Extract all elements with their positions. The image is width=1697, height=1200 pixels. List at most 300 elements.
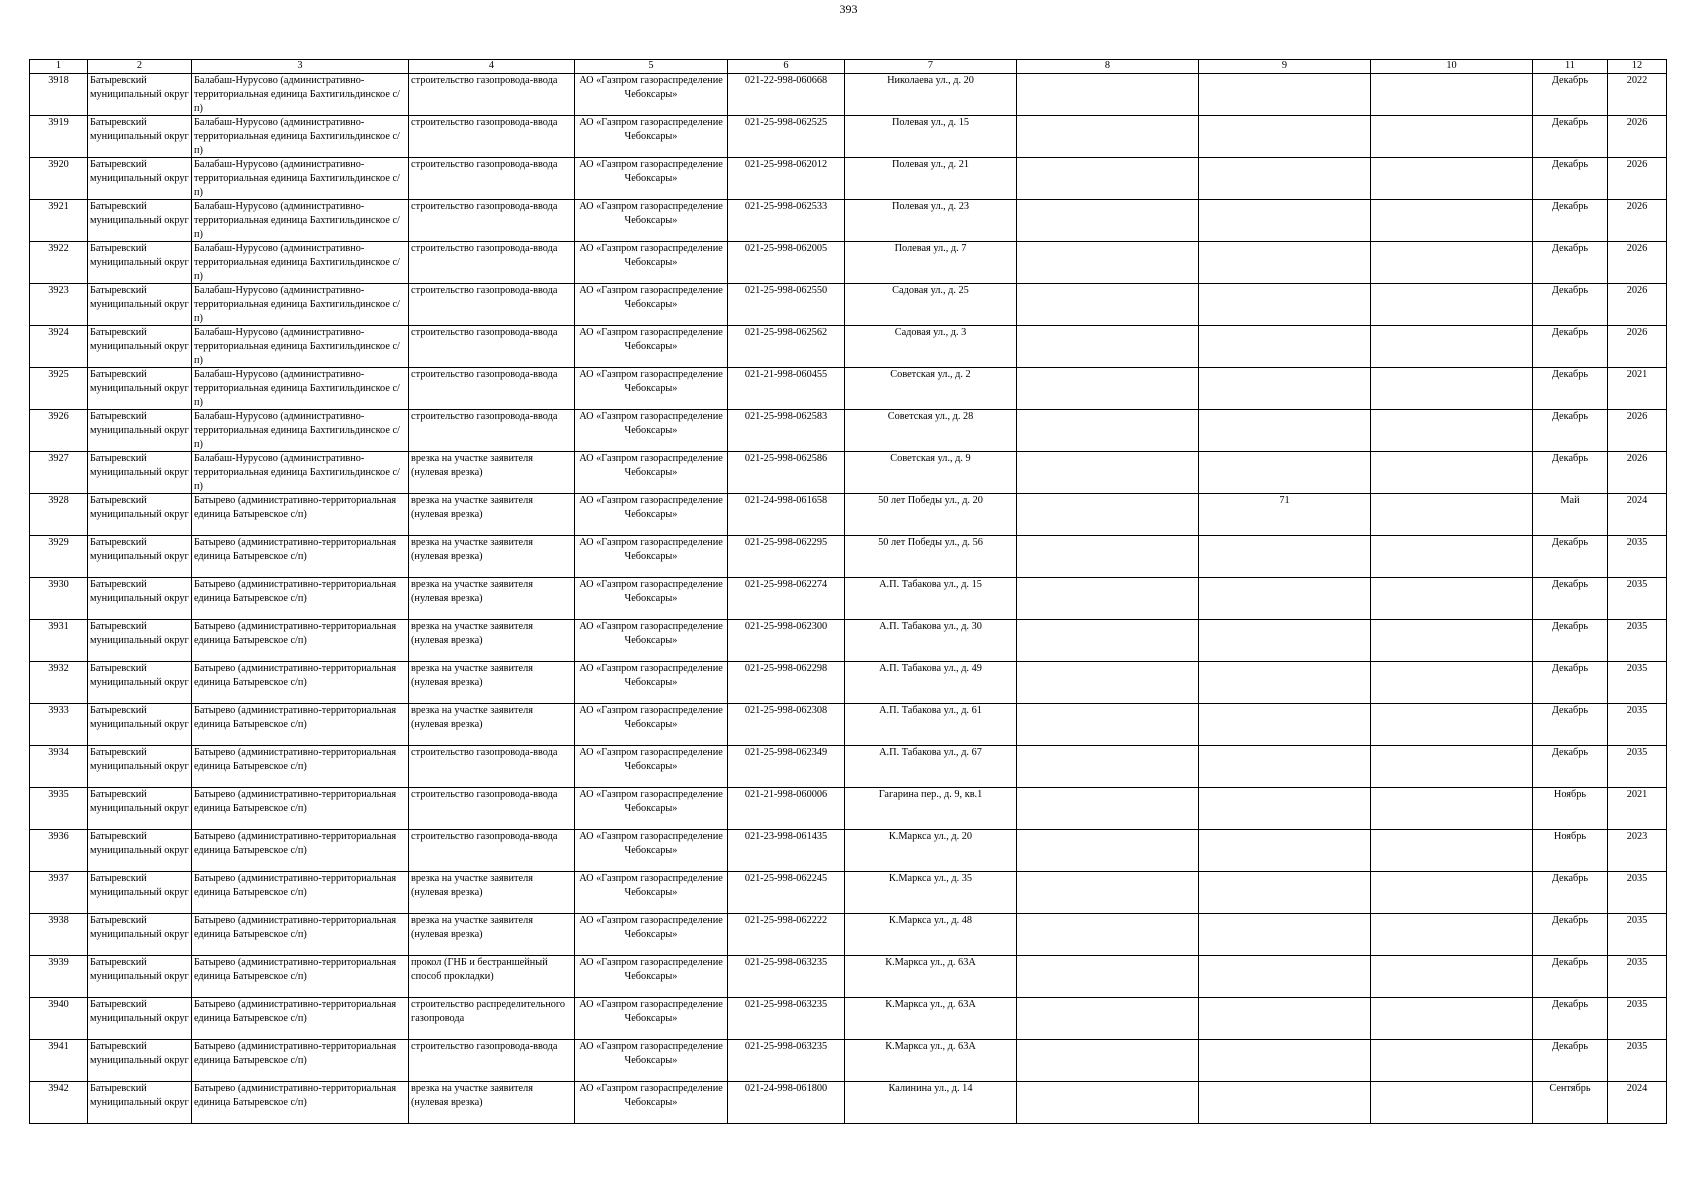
- cell-column-10: [1371, 494, 1533, 536]
- settlement-text: Батырево (административно-территориальная единица Батыревское с/п): [194, 579, 397, 604]
- month-text: Декабрь: [1551, 75, 1589, 86]
- cell-work-type: [409, 998, 575, 1040]
- cell-column-8: [1017, 956, 1199, 998]
- cell-column-9: [1199, 788, 1371, 830]
- column-9-text: [1201, 452, 1368, 493]
- work-type-text: врезка на участке заявителя (нулевая врезка): [411, 1083, 533, 1108]
- cell-column-9: [1199, 242, 1371, 284]
- cell-row-number: [30, 1040, 88, 1082]
- cell-row-number: [30, 158, 88, 200]
- cell-column-10: [1371, 536, 1533, 578]
- month-text: Ноябрь: [1553, 831, 1587, 842]
- cell-month: [1533, 410, 1608, 452]
- cell-work-type: [409, 956, 575, 998]
- column-9-text: [1201, 410, 1368, 451]
- column-10-text: [1373, 704, 1530, 745]
- row-number-text: 3941: [48, 1041, 69, 1052]
- settlement-text: Балабаш-Нурусово (административно-территориальная единица Бахтигильдинское с/п): [194, 369, 400, 408]
- cell-address: [845, 956, 1017, 998]
- application-number-text: 021-25-998-062308: [744, 705, 828, 716]
- column-header: 3: [192, 60, 409, 74]
- cell-year: [1608, 914, 1667, 956]
- column-8-text: [1019, 410, 1196, 451]
- cell-work-type: [409, 704, 575, 746]
- district-text: Батыревский муниципальный округ: [90, 1083, 189, 1108]
- column-8-text: [1019, 830, 1196, 871]
- column-9-text: [1201, 74, 1368, 115]
- settlement-text: Балабаш-Нурусово (административно-территориальная единица Бахтигильдинское с/п): [194, 117, 400, 156]
- cell-application-number: [728, 200, 845, 242]
- application-number-text: 021-25-998-062274: [744, 579, 828, 590]
- cell-month: [1533, 746, 1608, 788]
- address-text: Садовая ул., д. 3: [894, 327, 967, 338]
- cell-year: [1608, 200, 1667, 242]
- cell-address: [845, 284, 1017, 326]
- cell-district: [88, 704, 192, 746]
- organization-text: АО «Газпром газораспределение Чебоксары»: [579, 915, 723, 940]
- month-text: Декабрь: [1551, 411, 1589, 422]
- header-row: [30, 60, 1667, 74]
- cell-application-number: [728, 326, 845, 368]
- cell-column-8: [1017, 452, 1199, 494]
- cell-month: [1533, 1040, 1608, 1082]
- cell-row-number: [30, 326, 88, 368]
- cell-row-number: [30, 662, 88, 704]
- cell-column-9: [1199, 1040, 1371, 1082]
- cell-settlement: [192, 872, 409, 914]
- application-number-text: 021-25-998-063235: [744, 999, 828, 1010]
- column-10-text: [1373, 116, 1530, 157]
- cell-month: [1533, 326, 1608, 368]
- column-9-text: [1201, 620, 1368, 661]
- column-10-text: [1373, 158, 1530, 199]
- cell-address: [845, 1082, 1017, 1124]
- month-text: Ноябрь: [1553, 789, 1587, 800]
- month-text: Декабрь: [1551, 537, 1589, 548]
- cell-organization: [575, 284, 728, 326]
- application-number-text: 021-25-998-062562: [744, 327, 828, 338]
- cell-organization: [575, 704, 728, 746]
- cell-year: [1608, 872, 1667, 914]
- cell-column-9: [1199, 746, 1371, 788]
- district-text: Батыревский муниципальный округ: [90, 327, 189, 352]
- column-10-text: [1373, 662, 1530, 703]
- cell-district: [88, 788, 192, 830]
- cell-month: [1533, 242, 1608, 284]
- organization-text: АО «Газпром газораспределение Чебоксары»: [579, 453, 723, 478]
- work-type-text: строительство распределительного газопровода: [411, 999, 566, 1024]
- cell-application-number: [728, 662, 845, 704]
- row-number-text: 3919: [48, 117, 69, 128]
- cell-column-9: [1199, 116, 1371, 158]
- column-8-text: [1019, 1040, 1196, 1081]
- cell-settlement: [192, 1040, 409, 1082]
- cell-address: [845, 788, 1017, 830]
- cell-column-8: [1017, 662, 1199, 704]
- year-text: 2022: [1626, 75, 1648, 86]
- cell-settlement: [192, 662, 409, 704]
- column-header: 11: [1533, 60, 1608, 74]
- column-header: 2: [88, 60, 192, 74]
- column-10-text: [1373, 1082, 1530, 1123]
- column-10-text: [1373, 956, 1530, 997]
- table-row: [30, 998, 1667, 1040]
- settlement-text: Батырево (административно-территориальная единица Батыревское с/п): [194, 495, 397, 520]
- application-number-text: 021-25-998-062222: [744, 915, 828, 926]
- cell-column-8: [1017, 1040, 1199, 1082]
- district-text: Батыревский муниципальный округ: [90, 495, 189, 520]
- table-row: [30, 788, 1667, 830]
- row-number-text: 3922: [48, 243, 69, 254]
- cell-year: [1608, 788, 1667, 830]
- cell-column-8: [1017, 158, 1199, 200]
- cell-application-number: [728, 242, 845, 284]
- table-row: [30, 242, 1667, 284]
- cell-column-9: [1199, 704, 1371, 746]
- column-header: 8: [1017, 60, 1199, 74]
- cell-row-number: [30, 74, 88, 116]
- cell-application-number: [728, 452, 845, 494]
- cell-column-8: [1017, 200, 1199, 242]
- month-text: Декабрь: [1551, 621, 1589, 632]
- address-text: А.П. Табакова ул., д. 67: [879, 747, 982, 758]
- cell-address: [845, 998, 1017, 1040]
- cell-month: [1533, 872, 1608, 914]
- cell-settlement: [192, 74, 409, 116]
- cell-column-10: [1371, 662, 1533, 704]
- cell-organization: [575, 998, 728, 1040]
- address-text: 50 лет Победы ул., д. 56: [878, 537, 983, 548]
- cell-row-number: [30, 704, 88, 746]
- application-number-text: 021-25-998-062583: [744, 411, 828, 422]
- column-9-text: [1201, 998, 1368, 1039]
- cell-month: [1533, 956, 1608, 998]
- cell-settlement: [192, 452, 409, 494]
- cell-organization: [575, 830, 728, 872]
- register-table: [29, 59, 1667, 1124]
- cell-settlement: [192, 956, 409, 998]
- cell-row-number: [30, 200, 88, 242]
- table-row: [30, 914, 1667, 956]
- district-text: Батыревский муниципальный округ: [90, 663, 189, 688]
- cell-organization: [575, 326, 728, 368]
- cell-application-number: [728, 872, 845, 914]
- cell-year: [1608, 704, 1667, 746]
- district-text: Батыревский муниципальный округ: [90, 243, 189, 268]
- application-number-text: 021-25-998-062300: [744, 621, 828, 632]
- cell-organization: [575, 746, 728, 788]
- cell-work-type: [409, 578, 575, 620]
- cell-district: [88, 74, 192, 116]
- month-text: Декабрь: [1551, 957, 1589, 968]
- year-text: 2021: [1626, 789, 1648, 800]
- cell-column-9: [1199, 410, 1371, 452]
- address-text: Полевая ул., д. 15: [891, 117, 969, 128]
- work-type-text: строительство газопровода-ввода: [411, 285, 558, 296]
- cell-column-9: [1199, 830, 1371, 872]
- cell-column-9: [1199, 536, 1371, 578]
- cell-month: [1533, 284, 1608, 326]
- cell-district: [88, 1040, 192, 1082]
- column-9-text: [1201, 1040, 1368, 1081]
- month-text: Декабрь: [1551, 327, 1589, 338]
- cell-organization: [575, 452, 728, 494]
- cell-column-8: [1017, 620, 1199, 662]
- address-text: Гагарина пер., д. 9, кв.1: [878, 789, 983, 800]
- month-text: Декабрь: [1551, 453, 1589, 464]
- year-text: 2026: [1626, 243, 1648, 254]
- column-8-text: [1019, 914, 1196, 955]
- cell-application-number: [728, 914, 845, 956]
- column-9-text: [1201, 914, 1368, 955]
- cell-column-10: [1371, 872, 1533, 914]
- cell-row-number: [30, 116, 88, 158]
- cell-application-number: [728, 536, 845, 578]
- application-number-text: 021-25-998-062349: [744, 747, 828, 758]
- cell-district: [88, 242, 192, 284]
- column-10-text: [1373, 536, 1530, 577]
- cell-column-10: [1371, 158, 1533, 200]
- settlement-text: Балабаш-Нурусово (административно-территориальная единица Бахтигильдинское с/п): [194, 327, 400, 366]
- cell-year: [1608, 410, 1667, 452]
- district-text: Батыревский муниципальный округ: [90, 453, 189, 478]
- column-9-text: [1201, 242, 1368, 283]
- cell-year: [1608, 620, 1667, 662]
- cell-row-number: [30, 242, 88, 284]
- month-text: Декабрь: [1551, 999, 1589, 1010]
- cell-address: [845, 578, 1017, 620]
- application-number-text: 021-25-998-062005: [744, 243, 828, 254]
- column-9-text: [1201, 1082, 1368, 1123]
- organization-text: АО «Газпром газораспределение Чебоксары»: [579, 747, 723, 772]
- table-row: [30, 326, 1667, 368]
- cell-work-type: [409, 284, 575, 326]
- organization-text: АО «Газпром газораспределение Чебоксары»: [579, 957, 723, 982]
- settlement-text: Батырево (административно-территориальная единица Батыревское с/п): [194, 621, 397, 646]
- column-10-text: [1373, 326, 1530, 367]
- cell-month: [1533, 116, 1608, 158]
- month-text: Декабрь: [1551, 117, 1589, 128]
- cell-application-number: [728, 410, 845, 452]
- cell-column-8: [1017, 410, 1199, 452]
- settlement-text: Балабаш-Нурусово (административно-территориальная единица Бахтигильдинское с/п): [194, 201, 400, 240]
- cell-address: [845, 452, 1017, 494]
- cell-column-10: [1371, 1040, 1533, 1082]
- address-text: Советская ул., д. 28: [887, 411, 974, 422]
- address-text: А.П. Табакова ул., д. 61: [879, 705, 982, 716]
- address-text: Калинина ул., д. 14: [888, 1083, 973, 1094]
- cell-month: [1533, 662, 1608, 704]
- page-number: 393: [839, 2, 858, 16]
- row-number-text: 3927: [48, 453, 69, 464]
- column-8-text: [1019, 788, 1196, 829]
- cell-work-type: [409, 662, 575, 704]
- settlement-text: Батырево (административно-территориальная единица Батыревское с/п): [194, 537, 397, 562]
- column-header: 5: [575, 60, 728, 74]
- cell-column-8: [1017, 116, 1199, 158]
- cell-work-type: [409, 368, 575, 410]
- column-8-text: [1019, 956, 1196, 997]
- column-9-text: [1201, 788, 1368, 829]
- cell-month: [1533, 494, 1608, 536]
- cell-column-9: [1199, 452, 1371, 494]
- cell-year: [1608, 1082, 1667, 1124]
- cell-application-number: [728, 620, 845, 662]
- work-type-text: врезка на участке заявителя (нулевая врезка): [411, 537, 533, 562]
- cell-column-10: [1371, 578, 1533, 620]
- cell-row-number: [30, 284, 88, 326]
- column-10-text: [1373, 284, 1530, 325]
- cell-month: [1533, 1082, 1608, 1124]
- cell-work-type: [409, 620, 575, 662]
- cell-work-type: [409, 494, 575, 536]
- organization-text: АО «Газпром газораспределение Чебоксары»: [579, 831, 723, 856]
- cell-year: [1608, 242, 1667, 284]
- column-10-text: [1373, 578, 1530, 619]
- column-10-text: [1373, 452, 1530, 493]
- row-number-text: 3931: [48, 621, 69, 632]
- application-number-text: 021-21-998-060455: [744, 369, 828, 380]
- address-text: Советская ул., д. 2: [890, 369, 971, 380]
- table-row: [30, 74, 1667, 116]
- column-8-text: [1019, 1082, 1196, 1123]
- cell-column-9: [1199, 284, 1371, 326]
- cell-district: [88, 536, 192, 578]
- district-text: Батыревский муниципальный округ: [90, 285, 189, 310]
- settlement-text: Батырево (административно-территориальная единица Батыревское с/п): [194, 705, 397, 730]
- row-number-text: 3934: [48, 747, 69, 758]
- year-text: 2026: [1626, 159, 1648, 170]
- work-type-text: врезка на участке заявителя (нулевая врезка): [411, 663, 533, 688]
- cell-address: [845, 116, 1017, 158]
- cell-application-number: [728, 998, 845, 1040]
- organization-text: АО «Газпром газораспределение Чебоксары»: [579, 663, 723, 688]
- column-9-text: [1201, 326, 1368, 367]
- column-10-text: [1373, 200, 1530, 241]
- cell-column-9: [1199, 956, 1371, 998]
- cell-year: [1608, 536, 1667, 578]
- cell-application-number: [728, 788, 845, 830]
- year-text: 2035: [1626, 747, 1648, 758]
- application-number-text: 021-25-998-063235: [744, 957, 828, 968]
- column-8-text: [1019, 158, 1196, 199]
- row-number-text: 3940: [48, 999, 69, 1010]
- cell-year: [1608, 284, 1667, 326]
- column-8-text: [1019, 368, 1196, 409]
- cell-organization: [575, 1082, 728, 1124]
- application-number-text: 021-25-998-062525: [744, 117, 828, 128]
- year-text: 2023: [1626, 831, 1648, 842]
- cell-application-number: [728, 158, 845, 200]
- cell-settlement: [192, 620, 409, 662]
- organization-text: АО «Газпром газораспределение Чебоксары»: [579, 411, 723, 436]
- cell-address: [845, 620, 1017, 662]
- table-row: [30, 158, 1667, 200]
- cell-settlement: [192, 284, 409, 326]
- settlement-text: Батырево (административно-территориальная единица Батыревское с/п): [194, 957, 397, 982]
- column-8-text: [1019, 494, 1196, 535]
- table-row: [30, 830, 1667, 872]
- cell-year: [1608, 998, 1667, 1040]
- settlement-text: Батырево (административно-территориальная единица Батыревское с/п): [194, 915, 397, 940]
- address-text: К.Маркса ул., д. 35: [888, 873, 973, 884]
- settlement-text: Балабаш-Нурусово (административно-территориальная единица Бахтигильдинское с/п): [194, 453, 400, 492]
- month-text: Декабрь: [1551, 747, 1589, 758]
- address-text: К.Маркса ул., д. 63А: [885, 957, 976, 968]
- table-row: [30, 578, 1667, 620]
- cell-row-number: [30, 746, 88, 788]
- column-9-text: [1201, 116, 1368, 157]
- cell-month: [1533, 620, 1608, 662]
- cell-year: [1608, 158, 1667, 200]
- cell-application-number: [728, 578, 845, 620]
- application-number-text: 021-23-998-061435: [744, 831, 828, 842]
- cell-work-type: [409, 872, 575, 914]
- district-text: Батыревский муниципальный округ: [90, 705, 189, 730]
- cell-organization: [575, 410, 728, 452]
- cell-organization: [575, 494, 728, 536]
- cell-year: [1608, 326, 1667, 368]
- cell-column-10: [1371, 1082, 1533, 1124]
- year-text: 2026: [1626, 411, 1648, 422]
- work-type-text: прокол (ГНБ и бестраншейный способ прокладки): [411, 957, 548, 982]
- cell-column-10: [1371, 74, 1533, 116]
- column-header: 1: [30, 60, 88, 74]
- cell-row-number: [30, 620, 88, 662]
- month-text: Декабрь: [1551, 873, 1589, 884]
- column-8-text: [1019, 74, 1196, 115]
- cell-row-number: [30, 1082, 88, 1124]
- cell-application-number: [728, 746, 845, 788]
- district-text: Батыревский муниципальный округ: [90, 75, 189, 100]
- cell-work-type: [409, 1082, 575, 1124]
- settlement-text: Батырево (административно-территориальная единица Батыревское с/п): [194, 999, 397, 1024]
- cell-organization: [575, 788, 728, 830]
- row-number-text: 3918: [48, 75, 69, 86]
- cell-month: [1533, 200, 1608, 242]
- cell-column-9: [1199, 326, 1371, 368]
- cell-district: [88, 284, 192, 326]
- cell-address: [845, 662, 1017, 704]
- cell-month: [1533, 74, 1608, 116]
- cell-organization: [575, 872, 728, 914]
- column-8-text: [1019, 452, 1196, 493]
- row-number-text: 3930: [48, 579, 69, 590]
- column-header: 12: [1608, 60, 1667, 74]
- row-number-text: 3938: [48, 915, 69, 926]
- column-10-text: [1373, 1040, 1530, 1081]
- column-8-text: [1019, 200, 1196, 241]
- cell-organization: [575, 956, 728, 998]
- cell-column-10: [1371, 746, 1533, 788]
- cell-district: [88, 872, 192, 914]
- cell-year: [1608, 746, 1667, 788]
- column-header: 4: [409, 60, 575, 74]
- cell-address: [845, 74, 1017, 116]
- work-type-text: врезка на участке заявителя (нулевая врезка): [411, 579, 533, 604]
- cell-district: [88, 494, 192, 536]
- cell-row-number: [30, 998, 88, 1040]
- cell-work-type: [409, 452, 575, 494]
- cell-row-number: [30, 494, 88, 536]
- cell-column-10: [1371, 200, 1533, 242]
- organization-text: АО «Газпром газораспределение Чебоксары»: [579, 873, 723, 898]
- cell-application-number: [728, 494, 845, 536]
- cell-column-10: [1371, 284, 1533, 326]
- cell-row-number: [30, 410, 88, 452]
- column-9-text: [1201, 956, 1368, 997]
- cell-application-number: [728, 284, 845, 326]
